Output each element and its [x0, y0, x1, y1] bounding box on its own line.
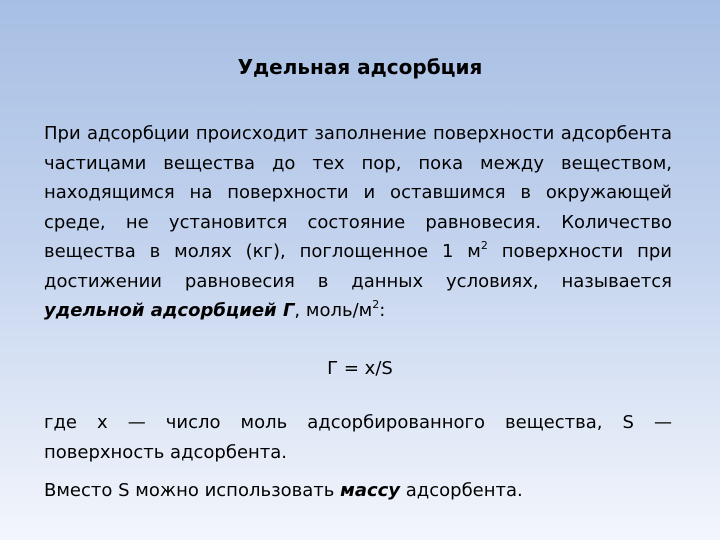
- definition-text-start: При адсорбции происходит заполнение поверхности адсорбента частицами вещества до тех пор, пока между веществом, находящимся на поверхности и оставшимся в окружающей среде, не установится состояние равновесия. Количество вещества в молях (кг), поглощенное 1 м: [44, 123, 672, 262]
- definition-text-middle: поверхности при достижении равновесия в данных условиях, называется: [44, 241, 672, 292]
- slide-title: Удельная адсорбция: [237, 55, 483, 79]
- note-text-start: Вместо S можно использовать: [44, 480, 341, 501]
- note-term: массу: [340, 480, 401, 501]
- formula: Г = x/S: [327, 358, 393, 379]
- defined-term: удельной адсорбцией Г: [44, 300, 295, 321]
- note-paragraph: [44, 476, 672, 506]
- superscript-square-1: 2: [480, 239, 488, 252]
- definition-paragraph: [44, 119, 672, 326]
- note-text-end: адсорбента.: [400, 480, 523, 501]
- unit-text: , моль/м: [294, 300, 373, 321]
- definition-text-end: :: [379, 300, 386, 321]
- superscript-square-2: 2: [372, 298, 380, 311]
- variables-paragraph: где x — число моль адсорбированного вещества, S — поверхность адсорбента.: [44, 412, 672, 463]
